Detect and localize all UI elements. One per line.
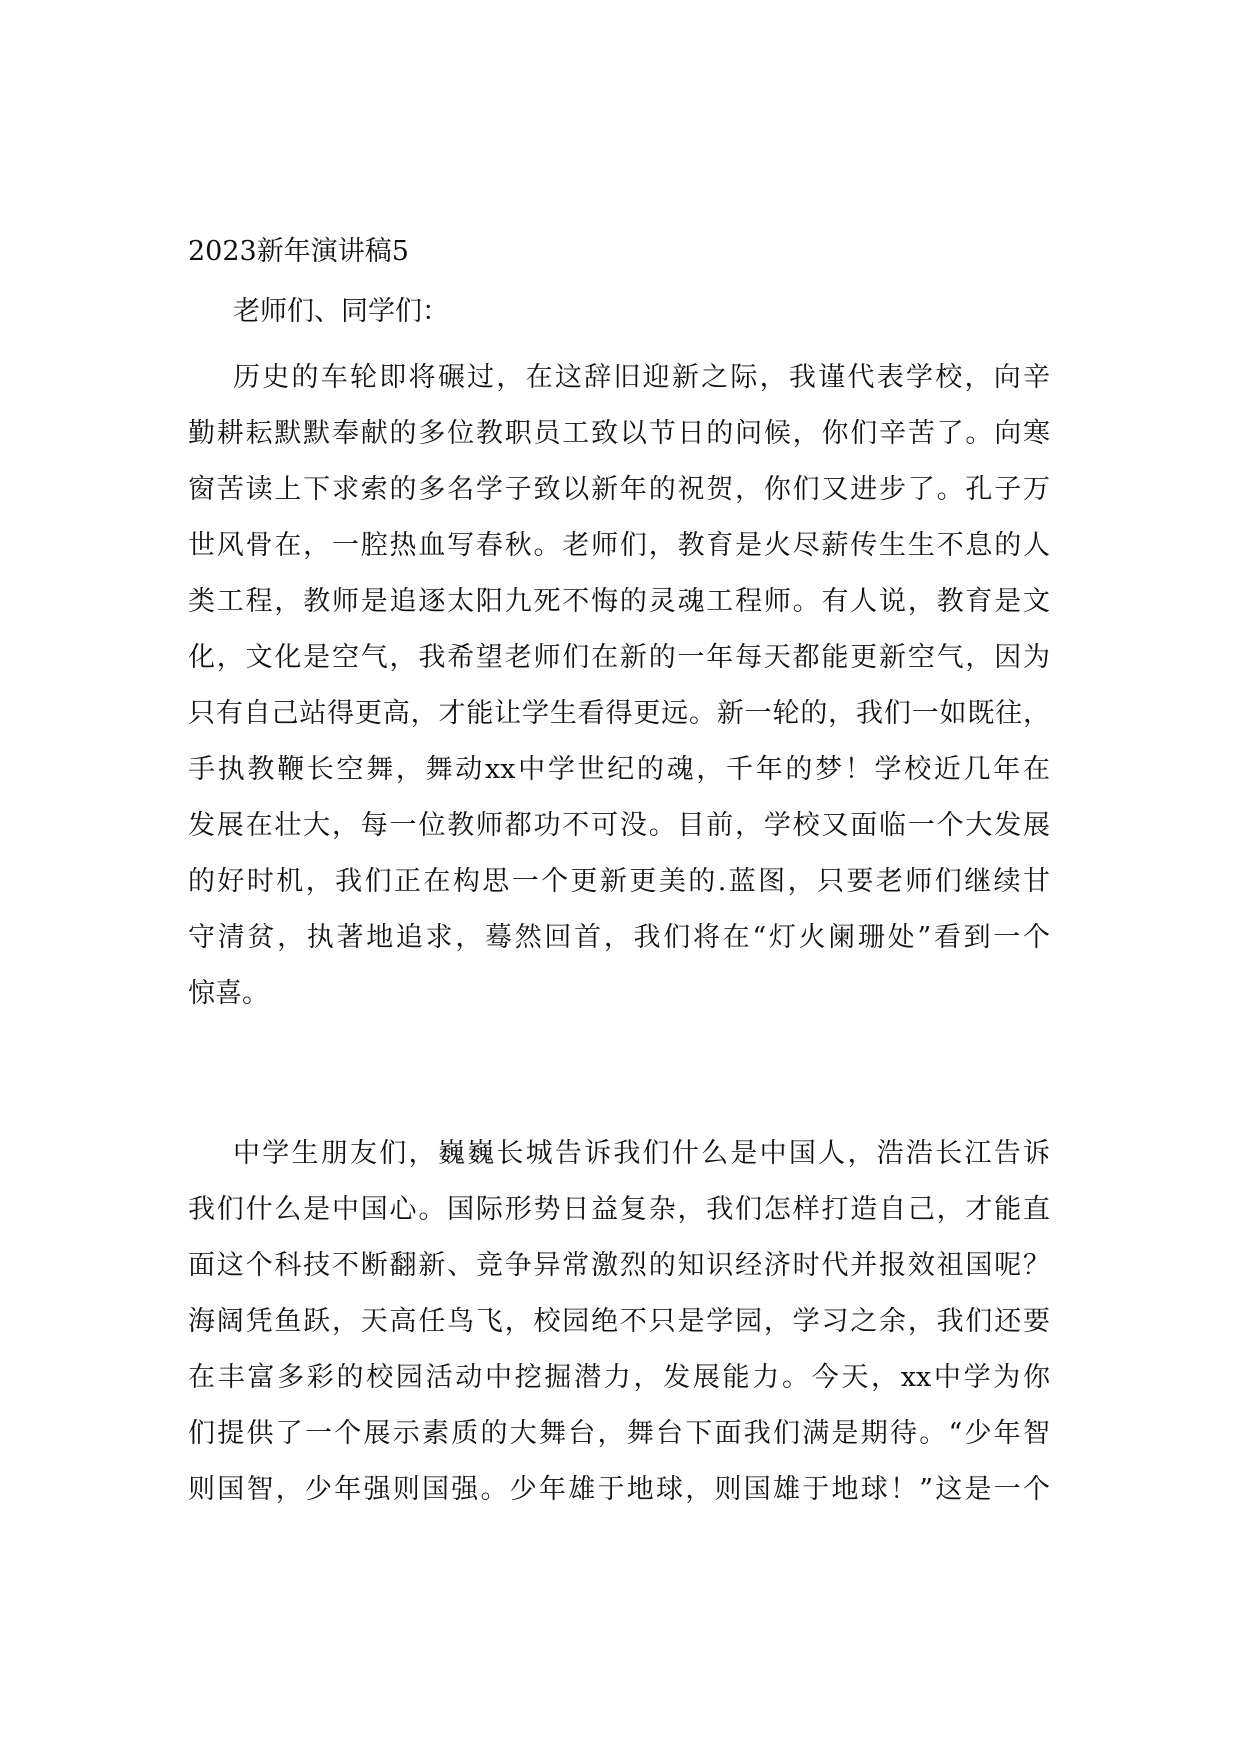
- salutation: 老师们、同学们：: [233, 296, 449, 327]
- paragraph-line: 只有自己站得更高，才能让学生看得更远。新一轮的，我们一如既往，: [188, 698, 1050, 729]
- paragraph-line: 们提供了一个展示素质的大舞台，舞台下面我们满是期待。“少年智: [188, 1418, 1050, 1449]
- paragraph-line: 发展在壮大，每一位教师都功不可没。目前，学校又面临一个大发展: [188, 810, 1050, 841]
- paragraph-line: 化，文化是空气，我希望老师们在新的一年每天都能更新空气，因为: [188, 642, 1050, 673]
- paragraph-line: 历史的车轮即将碾过，在这辞旧迎新之际，我谨代表学校，向辛: [233, 362, 1050, 393]
- paragraph-line: 我们什么是中国心。国际形势日益复杂，我们怎样打造自己，才能直: [188, 1194, 1050, 1225]
- paragraph-line: 的好时机，我们正在构思一个更新更美的.蓝图，只要老师们继续甘: [188, 866, 1050, 897]
- paragraph-line: 窗苦读上下求索的多名学子致以新年的祝贺，你们又进步了。孔子万: [188, 474, 1050, 505]
- paragraph-line: 世风骨在，一腔热血写春秋。老师们，教育是火尽薪传生生不息的人: [188, 530, 1050, 561]
- paragraph-line: 海阔凭鱼跃，天高任鸟飞，校园绝不只是学园，学习之余，我们还要: [188, 1306, 1050, 1337]
- paragraph-line: 手执教鞭长空舞，舞动xx中学世纪的魂，千年的梦！学校近几年在: [188, 754, 1050, 785]
- paragraph-line: 勤耕耘默默奉献的多位教职员工致以节日的问候，你们辛苦了。向寒: [188, 418, 1050, 449]
- paragraph-line: 守清贫，执著地追求，蓦然回首，我们将在“灯火阑珊处”看到一个: [188, 922, 1050, 953]
- paragraph-line: 惊喜。: [188, 978, 269, 1009]
- paragraph-line: 在丰富多彩的校园活动中挖掘潜力，发展能力。今天，xx中学为你: [188, 1362, 1050, 1393]
- paragraph-line: 则国智，少年强则国强。少年雄于地球，则国雄于地球！”这是一个: [188, 1474, 1050, 1505]
- paragraph-2: [188, 1126, 1050, 1518]
- paragraph-line: 面这个科技不断翻新、竞争异常激烈的知识经济时代并报效祖国呢？: [188, 1250, 1050, 1281]
- paragraph-1: [188, 350, 1050, 1022]
- paragraph-line: 中学生朋友们，巍巍长城告诉我们什么是中国人，浩浩长江告诉: [233, 1138, 1050, 1169]
- paragraph-line: 类工程，教师是追逐太阳九死不悔的灵魂工程师。有人说，教育是文: [188, 586, 1050, 617]
- document-title: 2023新年演讲稿5: [188, 236, 409, 267]
